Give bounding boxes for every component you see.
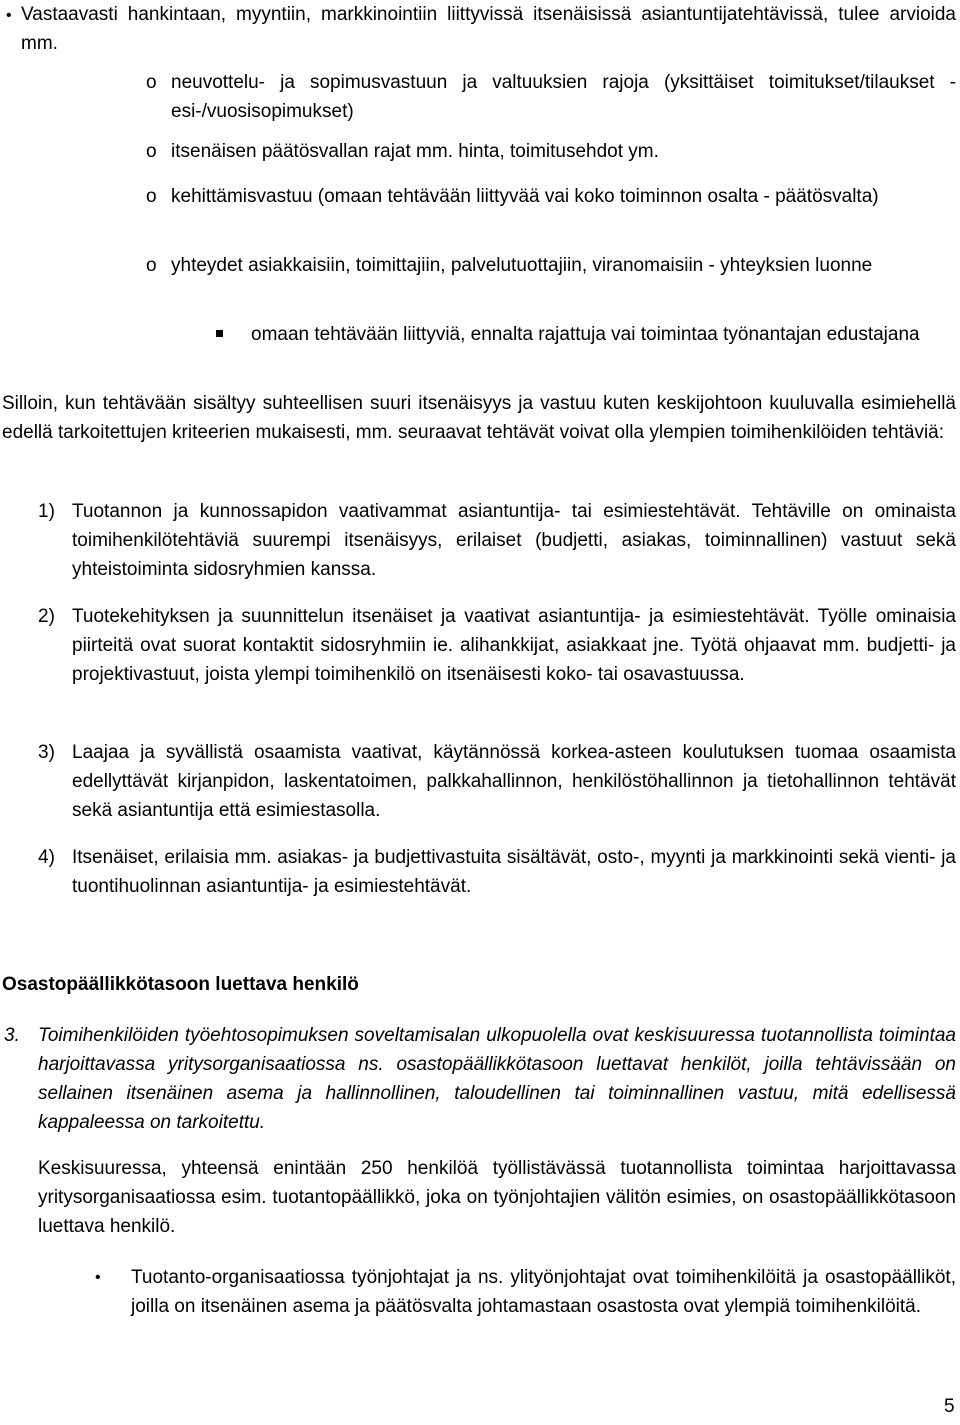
sub-item-2: itsenäisen päätösvallan rajat mm. hinta, toimitusehdot ym.	[171, 141, 659, 162]
intro-paragraph: Silloin, kun tehtävään sisältyy suhteellisen suuri itsenäisyys ja vastuu kuten keskijohtoon kuuluvalla esimiehellä edellä tarkoitettujen kriteerien mukaisesti, mm. seuraavat tehtävät voivat olla ylempien toimihenkilöiden tehtäviä:	[2, 393, 956, 443]
sub-item-marker: o	[146, 255, 157, 276]
page-number: 5	[944, 1396, 955, 1417]
section-item-text: Toimihenkilöiden työehtosopimuksen soveltamisalan ulkopuolella ovat keskisuuressa tuotannollista toimintaa harjoittavassa yritysorganisaatiossa ns. osastopäällikkötasoon luettavat henkilöt, joilla tehtävissään on sellainen itsenäinen asema ja hallinnollinen, taloudellinen tai toiminnallinen vastuu, mitä edellisessä kappaleessa on tarkoitettu.	[38, 1025, 956, 1133]
numbered-item-number: 4)	[38, 847, 55, 868]
numbered-item-number: 1)	[38, 501, 55, 522]
numbered-item-4: Itsenäiset, erilaisia mm. asiakas- ja budjettivastuita sisältävät, osto-, myynti ja markkinointi sekä vienti- ja tuontihuolinnan asiantuntija- ja esimiestehtävät.	[72, 847, 956, 897]
square-bullet-icon	[216, 330, 223, 337]
top-bullet-text: Vastaavasti hankintaan, myyntiin, markkinointiin liittyvissä itsenäisissä asiantuntijatehtävissä, tulee arvioida mm.	[21, 4, 956, 54]
bullet-marker: •	[95, 1269, 101, 1286]
section-heading: Osastopäällikkötasoon luettava henkilö	[2, 974, 359, 995]
sub-item-4: yhteydet asiakkaisiin, toimittajiin, palvelutuottajiin, viranomaisiin - yhteyksien luonne	[171, 255, 873, 276]
numbered-item-3: Laajaa ja syvällistä osaamista vaativat, käytännössä korkea-asteen koulutuksen tuomaa osaamista edellyttävät kirjanpidon, laskentatoimen, palkkahallinnon, henkilöstöhallinnon ja tietohallinnon tehtävät sekä asiantuntija että esimiestasolla.	[72, 742, 956, 821]
section-paragraph: Keskisuuressa, yhteensä enintään 250 henkilöä työllistävässä tuotannollista toimintaa harjoittavassa yritysorganisaatiossa esim. tuotantopäällikkö, joka on työnjohtajien välitön esimies, on osastopäällikkötasoon luettava henkilö.	[38, 1158, 956, 1237]
sub-item-marker: o	[146, 186, 157, 207]
numbered-item-number: 2)	[38, 606, 55, 627]
numbered-item-number: 3)	[38, 742, 55, 763]
sub-item-marker: o	[146, 141, 157, 162]
numbered-item-1: Tuotannon ja kunnossapidon vaativammat asiantuntija- tai esimiestehtävät. Tehtäville on ominaista toimihenkilötehtäviä suurempi itsenäisyys, erilaiset (budjetti, asiakas, toiminnallinen) vastuut sekä yhteistoiminta sidosryhmien kanssa.	[72, 501, 956, 580]
numbered-item-2: Tuotekehityksen ja suunnittelun itsenäiset ja vaativat asiantuntija- ja esimiestehtävät. Työlle ominaisia piirteitä ovat suorat kontaktit sidosryhmiin ie. alihankkijat, asiakkaat jne. Työtä ohjaavat mm. budjetti- ja projektivastuut, joista ylempi toimihenkilö on itsenäisesti koko- tai osavastuussa.	[72, 606, 956, 685]
sub-item-3: kehittämisvastuu (omaan tehtävään liittyvää vai koko toiminnon osalta - päätösvalta)	[171, 186, 879, 207]
sub-sub-item: omaan tehtävään liittyviä, ennalta rajattuja vai toimintaa työnantajan edustajana	[251, 324, 920, 345]
section-item-number: 3.	[4, 1025, 20, 1046]
bullet-marker: •	[6, 7, 12, 24]
section-bullet-text: Tuotanto-organisaatiossa työnjohtajat ja ns. ylityönjohtajat ovat toimihenkilöitä ja osastopäälliköt, joilla on itsenäinen asema ja päätösvalta johtamastaan osastosta ovat ylempiä toimihenkilöitä.	[131, 1267, 956, 1317]
sub-item-1: neuvottelu- ja sopimusvastuun ja valtuuksien rajoja (yksittäiset toimitukset/tilaukset - esi-/vuosisopimukset)	[171, 72, 956, 122]
sub-item-marker: o	[146, 72, 157, 93]
